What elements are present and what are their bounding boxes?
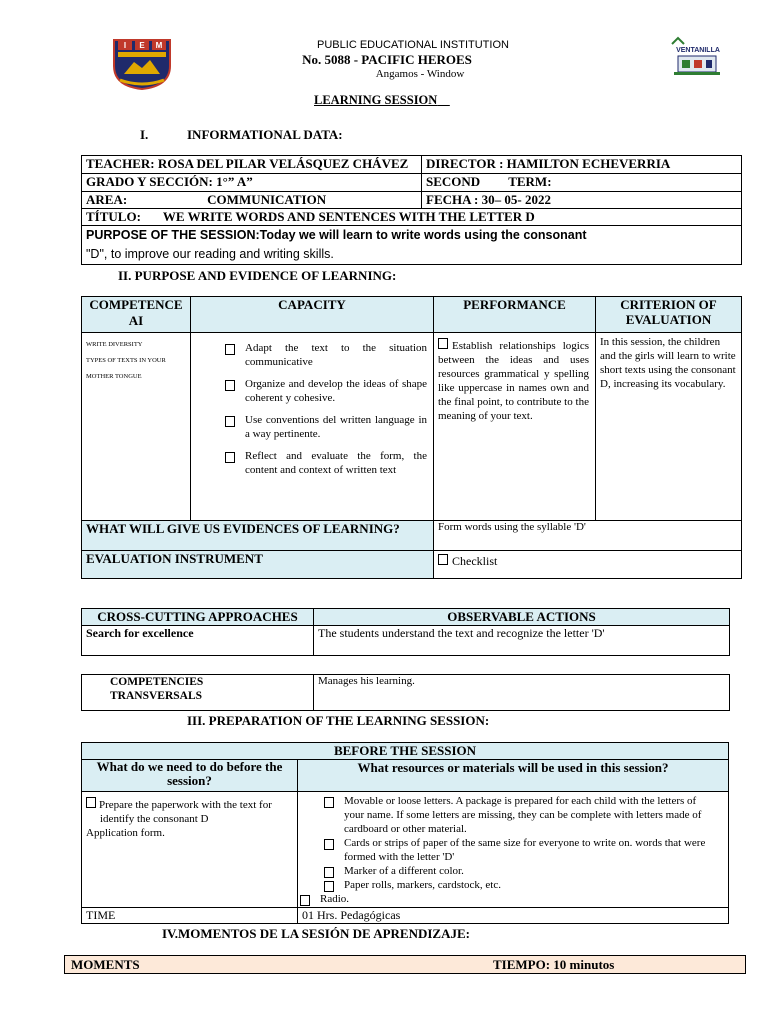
- section-4-title: IV.MOMENTOS DE LA SESIÓN DE APRENDIZAJE:: [162, 926, 470, 941]
- section-1-number: I.: [140, 127, 149, 142]
- moments-bar: [64, 955, 746, 974]
- transversal-table: [81, 674, 730, 711]
- todo-line3: Application form.: [86, 827, 165, 839]
- competence-cell: [82, 333, 191, 521]
- transversal-label-line2: TRANSVERSALS: [110, 690, 203, 702]
- area-label: AREA:: [86, 192, 128, 207]
- todo-cell: [82, 792, 298, 908]
- todo-line2: identify the consonant D: [100, 813, 209, 825]
- fecha-cell: FECHA : 30– 05- 2022: [422, 192, 742, 209]
- competence-line: TYPES OF TEXTS IN YOUR: [86, 357, 166, 364]
- evidence-label-cell: WHAT WILL GIVE US EVIDENCES OF LEARNING?: [82, 521, 434, 551]
- criterion-header: CRITERION OF EVALUATION: [596, 297, 742, 333]
- evidence-value-cell: Form words using the syllable 'D': [434, 521, 742, 551]
- resources-header: What resources or materials will be used in this session?: [298, 760, 729, 792]
- competence-header: COMPETENCE AI: [82, 297, 191, 333]
- resource-item: Radio.: [300, 892, 708, 906]
- learning-evidence-table: [81, 296, 742, 579]
- term-label: TERM:: [508, 174, 552, 189]
- school-location: Angamos - Window: [375, 68, 465, 80]
- crest-letter: M: [155, 41, 163, 50]
- crosscutting-table: [81, 608, 730, 656]
- performance-text: Establish relationships logics between the ideas and uses resources grammatical y spelling like uppercase in names own and the final point, to contribute to the meaning of your text.: [438, 340, 589, 422]
- school-crest-logo: [110, 36, 174, 90]
- checkbox-icon: [300, 895, 310, 906]
- teacher-cell: TEACHER: ROSA DEL PILAR VELÁSQUEZ CHÁVEZ: [82, 156, 422, 174]
- checkbox-icon: [324, 839, 334, 850]
- purpose-cell: [82, 226, 742, 265]
- informational-data-table: [81, 155, 742, 265]
- titulo-cell: [82, 209, 742, 226]
- crest-letter: E: [139, 41, 145, 50]
- time-label-cell: TIME: [82, 908, 298, 924]
- preparation-table: [81, 742, 729, 924]
- todo-line1: Prepare the paperwork with the text for: [86, 794, 293, 812]
- crosscutting-header: CROSS-CUTTING APPROACHES: [82, 609, 314, 626]
- grade-cell: GRADO Y SECCIÓN: 1°” A”: [82, 174, 422, 192]
- area-value: COMMUNICATION: [207, 192, 327, 207]
- checkbox-icon: [225, 344, 235, 355]
- crosscutting-row-label: Search for excellence: [82, 626, 314, 656]
- transversal-label-line1: COMPETENCIES: [110, 676, 204, 688]
- director-cell: DIRECTOR : HAMILTON ECHEVERRIA: [422, 156, 742, 174]
- crosscutting-row-value: The students understand the text and recognize the letter 'D': [314, 626, 730, 656]
- capacity-cell: [191, 333, 434, 521]
- resource-item: Cards or strips of paper of the same size for everyone to write on. words that were formed with the letter 'D': [324, 836, 708, 864]
- checkbox-icon: [86, 797, 96, 808]
- area-cell: [82, 192, 422, 209]
- time-value-cell: 01 Hrs. Pedagógicas: [298, 908, 729, 924]
- purpose-bold: PURPOSE OF THE SESSION:Today we will learn to write words using the consonant: [86, 228, 587, 242]
- checkbox-icon: [438, 338, 448, 349]
- performance-cell: [434, 333, 596, 521]
- resources-cell: [298, 792, 729, 908]
- checkbox-icon: [225, 452, 235, 463]
- capacity-item: Organize and develop the ideas of shape coherent y cohesive.: [225, 377, 427, 405]
- tiempo-label: TIEMPO: 10 minutos: [493, 957, 615, 972]
- term-ordinal: SECOND: [426, 174, 481, 189]
- ventanilla-logo-text: VENTANILLA: [676, 47, 720, 54]
- capacity-header: CAPACITY: [191, 297, 434, 333]
- instrument-value-cell: [434, 551, 742, 579]
- checkbox-icon: [225, 416, 235, 427]
- section-3-title: III. PREPARATION OF THE LEARNING SESSION:: [187, 713, 490, 728]
- capacity-item: Adapt the text to the situation communicative: [225, 341, 427, 369]
- crest-letter: I: [123, 41, 127, 50]
- transversal-label-cell: [82, 675, 314, 711]
- institution-name: PUBLIC EDUCATIONAL INSTITUTION: [317, 39, 509, 51]
- before-session-header: BEFORE THE SESSION: [82, 743, 729, 760]
- ventanilla-logo: [664, 36, 728, 82]
- checkbox-icon: [324, 867, 334, 878]
- section-1-title: INFORMATIONAL DATA:: [187, 127, 343, 142]
- resource-item: Marker of a different color.: [324, 864, 708, 878]
- observable-actions-header: OBSERVABLE ACTIONS: [314, 609, 730, 626]
- todo-header: What do we need to do before the session?: [82, 760, 298, 792]
- instrument-value: Checklist: [452, 554, 498, 568]
- criterion-cell: In this session, the children and the girls will learn to write short texts using the consonant D, increasing its vocabulary.: [596, 333, 742, 521]
- page-title: LEARNING SESSION: [314, 93, 438, 107]
- resource-item: Paper rolls, markers, cardstock, etc.: [324, 878, 708, 892]
- checkbox-icon: [438, 554, 448, 565]
- term-cell: [422, 174, 742, 192]
- competence-line: WRITE DIVERSITY: [86, 341, 143, 348]
- capacity-item: Reflect and evaluate the form, the content and context of written text: [225, 449, 427, 477]
- checkbox-icon: [225, 380, 235, 391]
- purpose-line2: "D", to improve our reading and writing skills.: [86, 247, 334, 261]
- moments-label: MOMENTS: [71, 957, 140, 972]
- titulo-value: WE WRITE WORDS AND SENTENCES WITH THE LETTER D: [162, 209, 535, 224]
- titulo-label: TÍTULO:: [86, 209, 141, 224]
- instrument-label-cell: EVALUATION INSTRUMENT: [82, 551, 434, 579]
- checkbox-icon: [324, 881, 334, 892]
- performance-header: PERFORMANCE: [434, 297, 596, 333]
- competence-line: MOTHER TONGUE: [86, 373, 142, 380]
- section-2-title: II. PURPOSE AND EVIDENCE OF LEARNING:: [118, 268, 397, 283]
- transversal-value: Manages his learning.: [314, 675, 730, 711]
- capacity-item: Use conventions del written language in a way pertinente.: [225, 413, 427, 441]
- resource-item: Movable or loose letters. A package is prepared for each child with the letters of your name. If some letters are missing, they can be complete with letters made of cardboard or other material.: [324, 794, 708, 836]
- school-number: No. 5088 - PACIFIC HEROES: [302, 52, 472, 67]
- checkbox-icon: [324, 797, 334, 808]
